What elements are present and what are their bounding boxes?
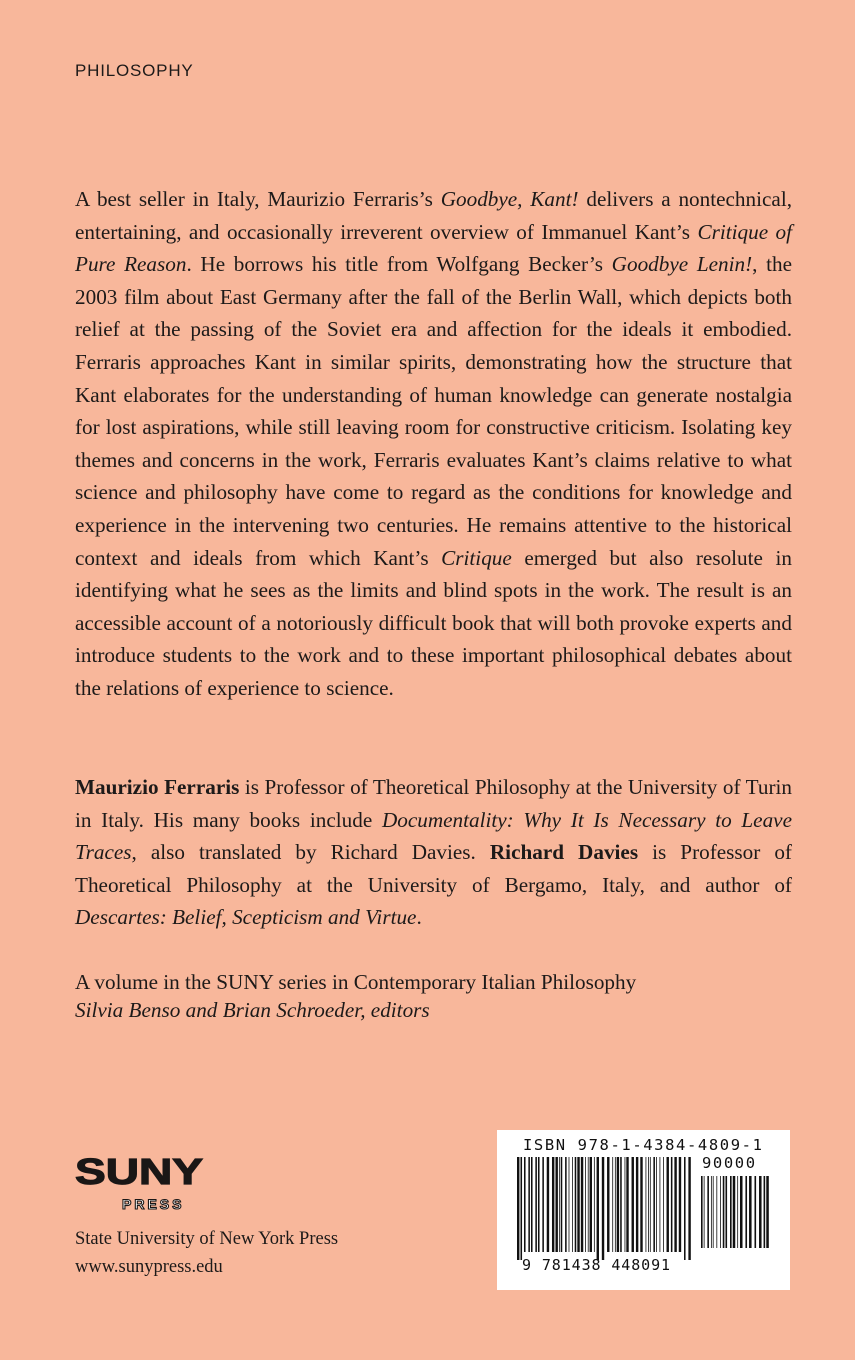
category-label: PHILOSOPHY [75, 61, 194, 80]
series-line: A volume in the SUNY series in Contemporary Italian Philosophy [75, 970, 637, 994]
barcode-bar [547, 1157, 549, 1252]
barcode-bar [588, 1157, 589, 1252]
barcode-bar [663, 1157, 664, 1252]
barcode-bar [625, 1157, 626, 1252]
barcode-bar [740, 1176, 743, 1248]
barcode-bar [538, 1157, 540, 1252]
author-name: Maurizio Ferraris [75, 775, 240, 799]
barcode-bar [585, 1157, 586, 1252]
barcode-bar [531, 1157, 533, 1252]
barcode-bar [648, 1157, 649, 1252]
barcode-bar [559, 1157, 560, 1252]
barcode-bar [646, 1157, 647, 1252]
price-barcode [701, 1176, 769, 1256]
barcode-bar [607, 1157, 609, 1252]
barcode-bar [679, 1157, 681, 1252]
barcode-bar [737, 1176, 738, 1248]
publisher-name: State University of New York Press [75, 1229, 339, 1249]
barcode-bar [667, 1157, 669, 1252]
title-critique: Critique [441, 545, 512, 570]
barcode-bar [759, 1176, 762, 1248]
barcode-bar [713, 1176, 714, 1248]
suny-press-logo [74, 1153, 214, 1215]
barcode-bar [754, 1176, 756, 1248]
title-goodbye-kant: Goodbye, Kant! [440, 187, 579, 211]
barcode-bar [565, 1157, 567, 1252]
barcode-bar [723, 1176, 725, 1248]
barcode-bar [688, 1157, 690, 1260]
barcode-bar [575, 1157, 577, 1252]
barcode-bar [725, 1176, 727, 1248]
barcode-bar [615, 1157, 616, 1252]
book-description: A best seller in Italy, Maurizio Ferraris’s Goodbye, Kant! delivers a nontechnical, entertaining, and occasionally irreverent overview of Immanuel Kant’s Critique of Pure Reason. He borrows his title from Wolfgang Becker’s Goodbye Lenin!, the 2003 film about East Germany after the fall of the Berlin Wall, which depicts both relief at the passing of the Soviet era and affection for the ideals it embodied. Ferraris approaches Kant in similar spirits, demonstrating how the structure that Kant elaborates for the understanding of human knowledge can generate nostalgia for lost aspirations, while still leaving room for constructive criticism. Isolating key themes and concerns in the work, Ferraris evaluates Kant’s claims relative to what science and philosophy have come to regard as the conditions for knowledge and experience in the intervening two centuries. He remains attentive to the historical context and ideals from which Kant’s Critique emerged but also resolute in identifying what he sees as the limits and blind spots in the work. The result is an accessible account of a notoriously difficult book that will both provoke experts and introduce students to the work and to these important philosophical debates about the relations of experience to science. [75, 187, 793, 700]
barcode-bar [535, 1157, 537, 1252]
barcode-bar [552, 1157, 554, 1252]
barcode-bar [620, 1157, 622, 1252]
barcode-bar [517, 1157, 519, 1260]
barcode-bar [704, 1176, 705, 1248]
barcode-bar [749, 1176, 752, 1248]
publisher-url: www.sunypress.edu [75, 1257, 223, 1277]
barcode-bar [524, 1157, 526, 1252]
barcode-bar [632, 1157, 634, 1252]
series-editors: Silvia Benso and Brian Schroeder, editors [75, 998, 430, 1022]
barcode-bar [707, 1176, 709, 1248]
barcode-bar [684, 1157, 686, 1260]
barcode-bar [716, 1176, 717, 1248]
barcode-bar [660, 1157, 661, 1252]
barcode-bar [640, 1157, 642, 1252]
barcode-bar [720, 1176, 721, 1248]
barcode-bar [594, 1157, 595, 1252]
barcode-bar [711, 1176, 712, 1248]
logo-press-text: PRESS [122, 1196, 185, 1212]
price-code: 90000 [702, 1154, 757, 1172]
publisher-info [75, 1225, 338, 1281]
barcode-bar [733, 1176, 736, 1248]
title-goodbye-lenin: Goodbye Lenin! [611, 252, 753, 277]
barcode-bar [577, 1157, 579, 1252]
title-critique-of-pure-reason: Critique of Pure Reason [75, 219, 793, 277]
barcode-bar [581, 1157, 583, 1252]
barcode-bar [521, 1157, 523, 1260]
barcode-bar [555, 1157, 557, 1252]
barcode-bar [650, 1157, 651, 1252]
barcode-bar [671, 1157, 673, 1252]
isbn-text: ISBN 978-1-4384-4809-1 [523, 1136, 764, 1154]
author-bio: Maurizio Ferraris is Professor of Theoretical Philosophy at the University of Turin in Italy. His many books include Documentality: Why It Is Necessary to Leave Traces, also translated by Richard Davies. Richard Davies is Professor of Theoretical Philosophy at the University of Bergamo, Italy, and author of Descartes: Belief, Scepticism and Virtue. [75, 775, 792, 930]
barcode-bar [701, 1176, 703, 1248]
barcode-bar [764, 1176, 766, 1248]
barcode-bar [542, 1157, 544, 1252]
translator-name: Richard Davies [489, 840, 639, 865]
title-documentality: Documentality: Why It Is Necessary to Leave Traces [75, 807, 792, 865]
barcode-bar [569, 1157, 570, 1252]
barcode-bar [766, 1176, 769, 1248]
barcode-bar [626, 1157, 628, 1252]
barcode-bar [653, 1157, 655, 1252]
isbn-barcode [517, 1157, 691, 1260]
barcode-bar [656, 1157, 657, 1252]
series-info [75, 968, 792, 1024]
barcode-bar [730, 1176, 732, 1248]
barcode-bar [617, 1157, 619, 1252]
barcode-bar [612, 1157, 613, 1252]
barcode-bar [602, 1157, 604, 1260]
barcode-bar [597, 1157, 599, 1260]
barcode-bar [636, 1157, 638, 1252]
barcode-digits: 9 781438 448091 [522, 1256, 671, 1274]
barcode-bar [572, 1157, 573, 1252]
barcode-bar [745, 1176, 747, 1248]
barcode-bar [561, 1157, 563, 1252]
barcode-bar [590, 1157, 592, 1252]
logo-suny-text: SUNY [75, 1153, 203, 1192]
barcode-bar [674, 1157, 676, 1252]
title-descartes: Descartes: Belief, Scepticism and Virtue [75, 905, 417, 930]
barcode-bar [528, 1157, 530, 1252]
